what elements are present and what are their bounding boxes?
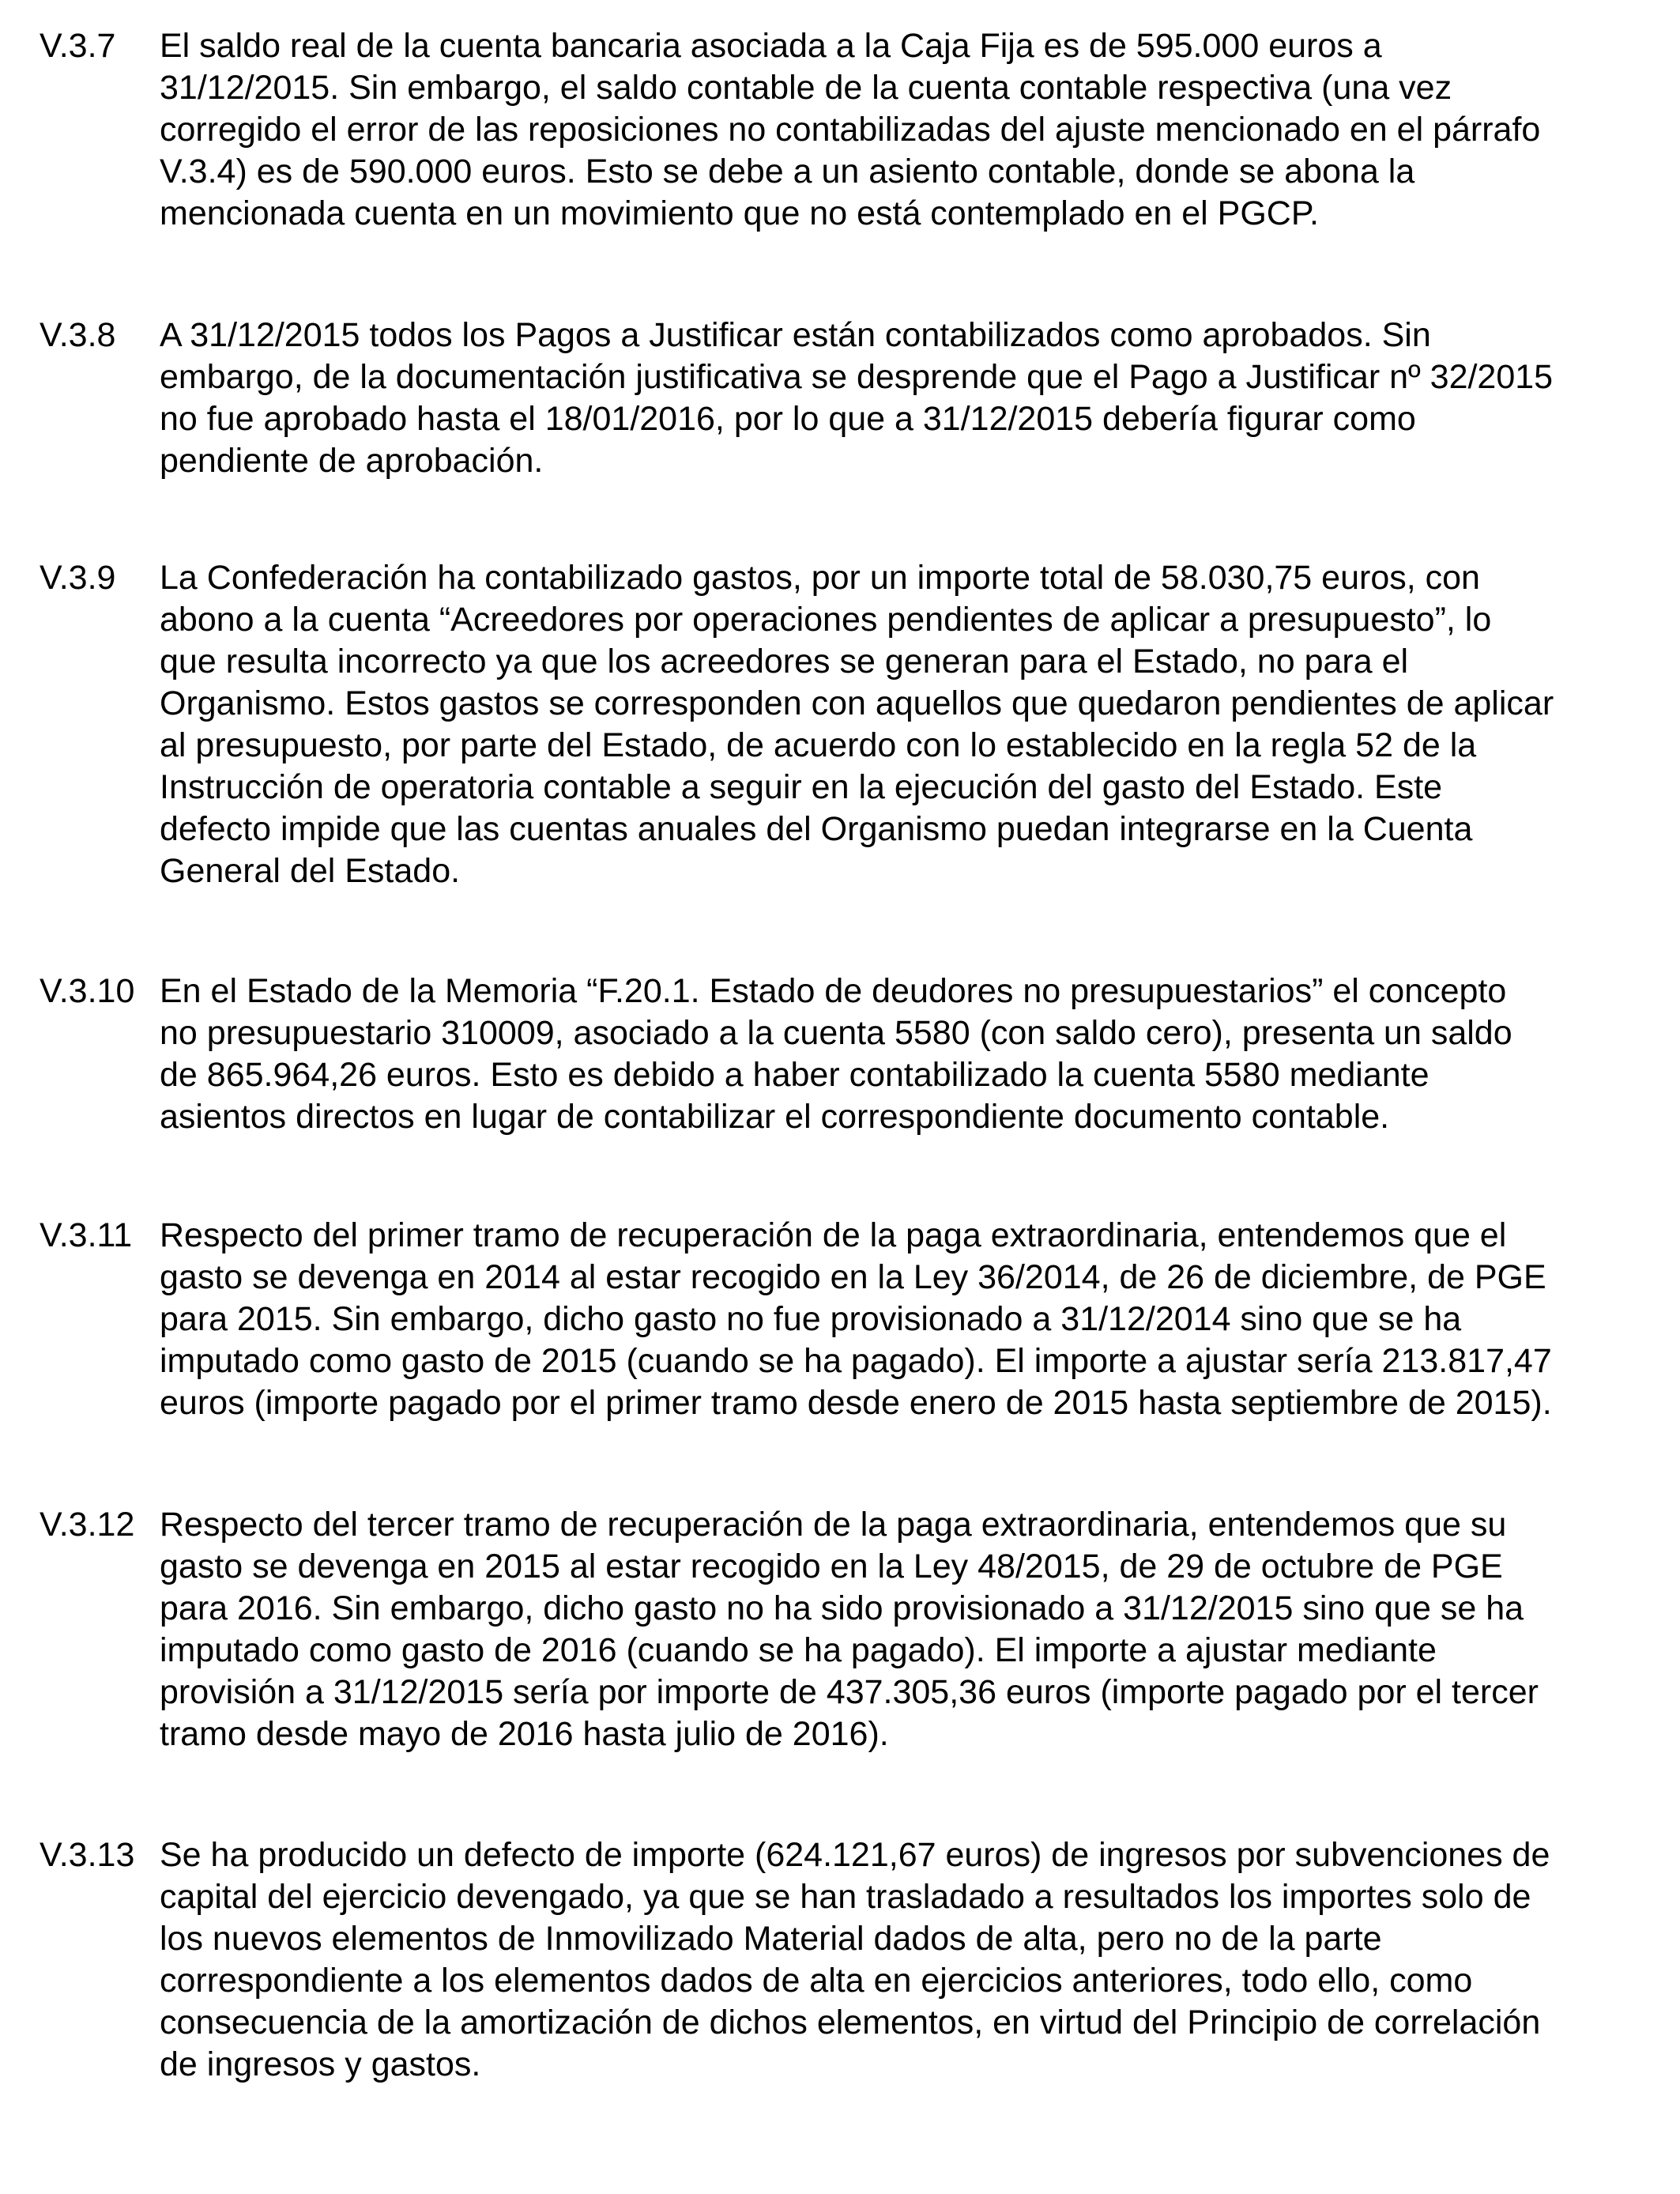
text-line: abono a la cuenta “Acreedores por operaciones pendientes de aplicar a presupuesto”, lo <box>160 601 1492 639</box>
paragraph-v-3-9 <box>40 557 1656 892</box>
paragraph-v-3-11 <box>40 1215 1656 1424</box>
text-line: A 31/12/2015 todos los Pagos a Justificar están contabilizados como aprobados. Sin <box>160 316 1431 354</box>
text-line: V.3.4) es de 590.000 euros. Esto se debe a un asiento contable, donde se abona la <box>160 153 1415 190</box>
paragraph-number: V.3.10 <box>40 972 135 1010</box>
text-line: no presupuestario 310009, asociado a la cuenta 5580 (con saldo cero), presenta un saldo <box>160 1014 1512 1052</box>
paragraph-number: V.3.11 <box>40 1216 133 1254</box>
text-line: al presupuesto, por parte del Estado, de acuerdo con lo establecido en la regla 52 de la <box>160 726 1477 764</box>
text-line: tramo desde mayo de 2016 hasta julio de 2016). <box>160 1715 889 1753</box>
paragraph-text <box>160 1504 1656 1755</box>
paragraph-number: V.3.7 <box>40 27 116 65</box>
text-line: 31/12/2015. Sin embargo, el saldo contable de la cuenta contable respectiva (una vez <box>160 69 1452 107</box>
text-line: de 865.964,26 euros. Esto es debido a haber contabilizado la cuenta 5580 mediante <box>160 1056 1430 1094</box>
text-line: gasto se devenga en 2015 al estar recogido en la Ley 48/2015, de 29 de octubre de PGE <box>160 1547 1503 1585</box>
paragraph-v-3-7 <box>40 25 1656 235</box>
text-line: Se ha producido un defecto de importe (624.121,67 euros) de ingresos por subvenciones de <box>160 1836 1550 1874</box>
text-line: consecuencia de la amortización de dichos elementos, en virtud del Principio de correlación <box>160 2004 1541 2041</box>
text-line: para 2015. Sin embargo, dicho gasto no fue provisionado a 31/12/2014 sino que se ha <box>160 1300 1462 1338</box>
paragraph-text <box>160 1834 1656 2086</box>
text-line: capital del ejercicio devengado, ya que se han trasladado a resultados los importes solo de <box>160 1878 1531 1916</box>
paragraph-v-3-8 <box>40 315 1656 482</box>
paragraph-text <box>160 1215 1656 1424</box>
paragraph-number: V.3.8 <box>40 316 116 354</box>
paragraph-text <box>160 315 1656 482</box>
text-line: defecto impide que las cuentas anuales del Organismo puedan integrarse en la Cuenta <box>160 810 1473 848</box>
text-line: que resulta incorrecto ya que los acreedores se generan para el Estado, no para el <box>160 643 1409 680</box>
text-line: La Confederación ha contabilizado gastos, por un importe total de 58.030,75 euros, con <box>160 559 1480 597</box>
text-line: General del Estado. <box>160 852 461 890</box>
text-line: imputado como gasto de 2016 (cuando se ha pagado). El importe a ajustar mediante <box>160 1631 1437 1669</box>
text-line: gasto se devenga en 2014 al estar recogido en la Ley 36/2014, de 26 de diciembre, de PGE <box>160 1258 1546 1296</box>
paragraph-v-3-12 <box>40 1504 1656 1755</box>
text-line: pendiente de aprobación. <box>160 442 544 480</box>
text-line: para 2016. Sin embargo, dicho gasto no ha sido provisionado a 31/12/2015 sino que se ha <box>160 1589 1524 1627</box>
paragraph-number: V.3.9 <box>40 559 116 597</box>
paragraph-v-3-13 <box>40 1834 1656 2086</box>
text-line: provisión a 31/12/2015 sería por importe de 437.305,36 euros (importe pagado por el tercer <box>160 1673 1539 1711</box>
text-line: Instrucción de operatoria contable a seguir en la ejecución del gasto del Estado. Este <box>160 768 1443 806</box>
paragraph-text <box>160 557 1656 892</box>
text-line: Respecto del tercer tramo de recuperación de la paga extraordinaria, entendemos que su <box>160 1506 1507 1544</box>
paragraph-text <box>160 25 1656 235</box>
paragraph-text <box>160 971 1656 1138</box>
text-line: corregido el error de las reposiciones no contabilizadas del ajuste mencionado en el párrafo <box>160 111 1541 149</box>
text-line: imputado como gasto de 2015 (cuando se ha pagado). El importe a ajustar sería 213.817,47 <box>160 1342 1552 1380</box>
text-line: euros (importe pagado por el primer tramo desde enero de 2015 hasta septiembre de 2015). <box>160 1384 1552 1422</box>
text-line: los nuevos elementos de Inmovilizado Material dados de alta, pero no de la parte <box>160 1920 1382 1958</box>
text-line: correspondiente a los elementos dados de alta en ejercicios anteriores, todo ello, como <box>160 1962 1473 2000</box>
paragraph-v-3-10 <box>40 971 1656 1138</box>
text-line: asientos directos en lugar de contabilizar el correspondiente documento contable. <box>160 1098 1390 1136</box>
text-line: no fue aprobado hasta el 18/01/2016, por lo que a 31/12/2015 debería figurar como <box>160 400 1416 438</box>
text-line: El saldo real de la cuenta bancaria asociada a la Caja Fija es de 595.000 euros a <box>160 27 1382 65</box>
text-line: Organismo. Estos gastos se corresponden con aquellos que quedaron pendientes de aplicar <box>160 684 1554 722</box>
text-line: En el Estado de la Memoria “F.20.1. Estado de deudores no presupuestarios” el concepto <box>160 972 1507 1010</box>
text-line: Respecto del primer tramo de recuperación de la paga extraordinaria, entendemos que el <box>160 1216 1507 1254</box>
paragraph-number: V.3.13 <box>40 1836 135 1874</box>
paragraph-number: V.3.12 <box>40 1506 135 1544</box>
text-line: mencionada cuenta en un movimiento que no está contemplado en el PGCP. <box>160 194 1319 232</box>
text-line: de ingresos y gastos. <box>160 2045 481 2083</box>
text-line: embargo, de la documentación justificativa se desprende que el Pago a Justificar nº 32/2015 <box>160 358 1554 396</box>
